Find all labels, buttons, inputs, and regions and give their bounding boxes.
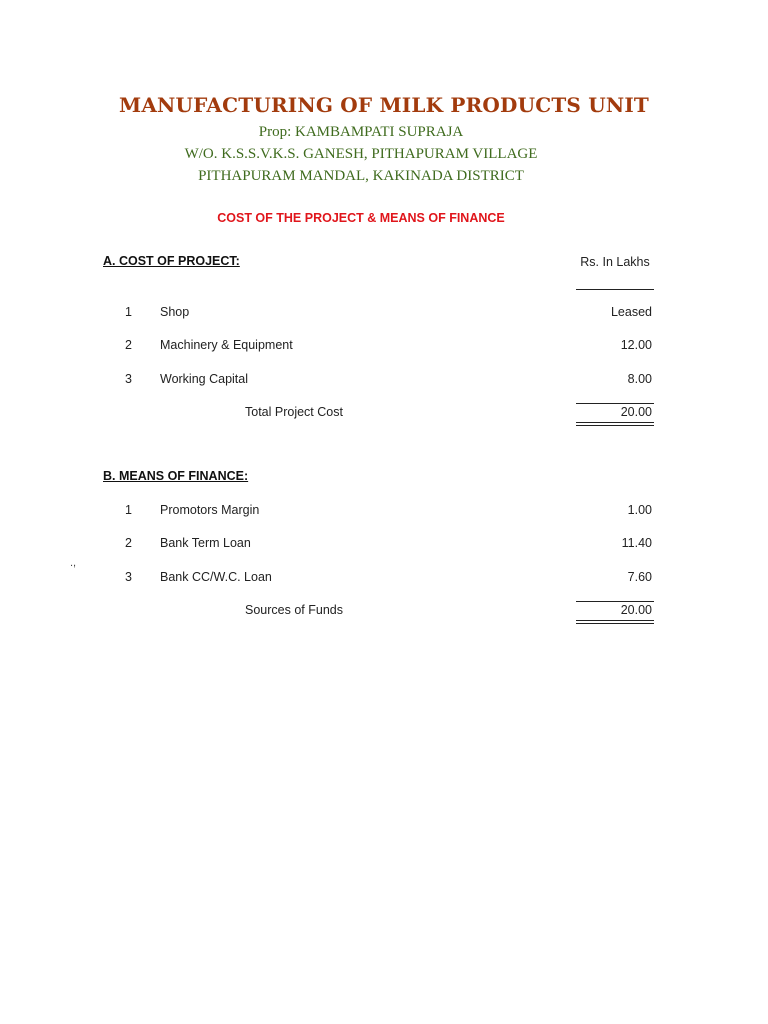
finance-row: [0, 570, 768, 588]
row-number: 1: [125, 503, 132, 517]
row-label: Promotors Margin: [160, 503, 260, 517]
address-line-2: PITHAPURAM MANDAL, KAKINADA DISTRICT: [198, 168, 524, 184]
cost-row: [0, 305, 768, 323]
unit-rule: [576, 289, 654, 290]
finance-row: [0, 503, 768, 521]
row-number: 1: [125, 305, 132, 319]
cost-total-row: [0, 405, 768, 423]
row-amount: 1.00: [627, 503, 652, 517]
margin-mark: .,: [70, 557, 77, 569]
row-label: Machinery & Equipment: [160, 338, 293, 352]
document-title: MANUFACTURING OF MILK PRODUCTS UNIT: [119, 93, 649, 117]
row-amount: 8.00: [627, 372, 652, 386]
section-heading: COST OF THE PROJECT & MEANS OF FINANCE: [217, 211, 505, 225]
total-top-rule: [576, 403, 654, 404]
cost-row: [0, 372, 768, 390]
row-amount: 11.40: [621, 536, 652, 550]
cost-row: [0, 338, 768, 356]
row-amount: 12.00: [620, 338, 652, 352]
row-label: Working Capital: [160, 372, 249, 386]
proprietor-line: Prop: KAMBAMPATI SUPRAJA: [258, 124, 464, 140]
finance-total-row: [0, 603, 768, 621]
cost-section-label: A. COST OF PROJECT:: [103, 254, 240, 268]
row-amount: Leased: [610, 305, 652, 319]
row-number: 2: [125, 536, 132, 550]
row-number: 2: [125, 338, 132, 352]
finance-section-label: B. MEANS OF FINANCE:: [103, 469, 249, 483]
row-label: Bank Term Loan: [160, 536, 251, 550]
total-top-rule: [576, 601, 654, 602]
total-label: Sources of Funds: [245, 603, 343, 617]
row-label: Shop: [160, 305, 190, 319]
total-label: Total Project Cost: [245, 405, 343, 419]
finance-row: [0, 536, 768, 554]
total-amount: 20.00: [620, 405, 652, 419]
address-line-1: W/O. K.S.S.V.K.S. GANESH, PITHAPURAM VILLAGE: [184, 146, 538, 162]
total-double-rule: [576, 422, 654, 426]
row-label: Bank CC/W.C. Loan: [160, 570, 272, 584]
row-amount: 7.60: [627, 570, 652, 584]
unit-label: Rs. In Lakhs: [580, 255, 650, 269]
row-number: 3: [125, 372, 132, 386]
total-amount: 20.00: [620, 603, 652, 617]
row-number: 3: [125, 570, 132, 584]
total-double-rule: [576, 620, 654, 624]
